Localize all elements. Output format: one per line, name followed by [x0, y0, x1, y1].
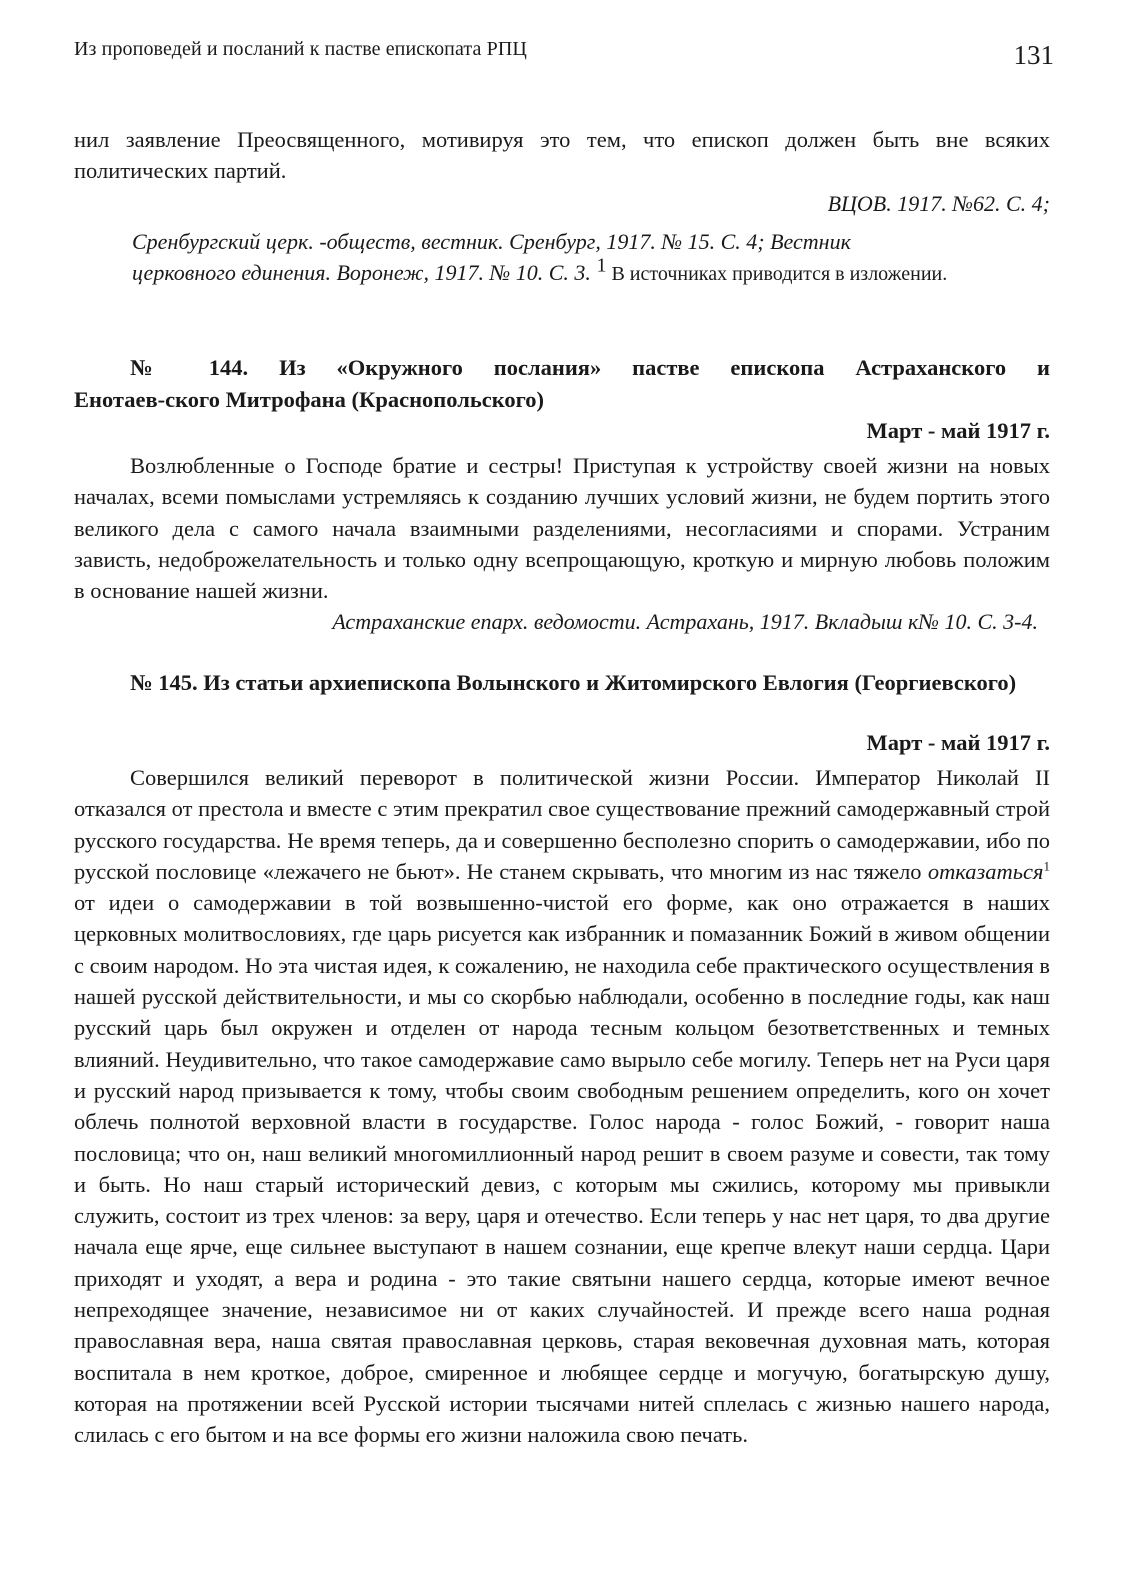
doc145-heading-block	[74, 667, 1050, 699]
doc144-heading	[74, 352, 1050, 415]
intro-paragraph: нил заявление Преосвященного, мотивируя это тем, что епископ должен быть вне всяких политических партий.	[74, 127, 1050, 184]
doc145-date-block	[74, 730, 1050, 756]
doc145-date: Март - май 1917 г.	[866, 730, 1050, 755]
doc144-heading-line2: Енотаев-ского Митрофана (Краснопольского)	[74, 386, 545, 412]
intro-source	[74, 188, 1050, 219]
intro-block	[74, 124, 1050, 187]
page-number: 131	[1013, 40, 1054, 70]
doc144-body: Возлюбленные о Господе братие и сестры! Приступая к устройству своей жизни на новых началах, всеми помыслами устремляясь к созданию лучших условий жизни, не будем портить этого великого дела с самого начала взаимными разделениями, несогласиями и спорами. Устраним зависть, недоброжелательность и только одну всепрощающую, кроткую и мирную любовь положим в основание нашей жизни.	[74, 453, 1050, 604]
intro-source-continued	[132, 226, 972, 290]
doc144-date: Март - май 1917 г.	[866, 418, 1050, 443]
footnote-text: В источниках приводится в изложении.	[606, 263, 948, 285]
doc145-body-italic: отказаться	[927, 858, 1044, 884]
doc145-footnote-mark: 1	[1043, 858, 1050, 874]
doc144-source: Астраханские епарх. ведомости. Астрахань, 1917. Вкладыш к№ 10. С. 3-4.	[332, 609, 1038, 634]
intro-source-line3	[132, 254, 972, 290]
doc144-date-block	[74, 418, 1050, 444]
footnote-mark: 1	[596, 254, 607, 277]
doc144-body-block	[74, 450, 1050, 606]
intro-source-line1: ВЦОВ. 1917. №62. С. 4;	[827, 191, 1050, 216]
doc145-heading: № 145. Из статьи архиепископа Волынского и Житомирского Евлогия (Георгиевского)	[130, 670, 1017, 695]
doc145-body-block	[74, 762, 1050, 1451]
doc144-heading-line1: № 144. Из «Окружного послания» пастве епископа Астраханского и	[130, 355, 1050, 380]
doc145-body	[74, 762, 1050, 1451]
intro-source-line2: Сренбургский церк. -обществ, вестник. Сренбург, 1917. № 15. С. 4; Вестник	[132, 229, 851, 254]
doc144-source-block	[74, 606, 1038, 637]
doc145-body-part1: Совершился великий переворот в политической жизни России. Император Николай II отказался от престола и вместе с этим прекратил свое существование прежний самодержавный строй русского государства. Не время теперь, да и совершенно бесполезно спорить о самодержавии, ибо по русской пословице «лежачего не бьют». Не станем скрывать, что многим из нас тяжело	[74, 765, 1050, 884]
intro-source-line3-italic: церковного единения. Воронеж, 1917. № 10. С. 3.	[132, 260, 591, 285]
doc145-body-part2: от идеи о самодержавии в той возвышенно-чистой его форме, как оно отражается в наших церковных молитвословиях, где царь рисуется как избранник и помазанник Божий в живом общении с своим народом. Но эта чистая идея, к сожалению, не находила себе практического осуществления в нашей русской действительности, и мы со скорбью наблюдали, особенно в последние годы, как наш русский царь был окружен и отделен от народа тесным кольцом безответственных и темных влияний. Неудивительно, что такое самодержавие само вырыло себе могилу. Теперь нет на Руси царя и русский народ призывается к тому, чтобы своим свободным решением определить, кого он хочет облечь полнотой верховной власти в государстве. Голос народа - голос Божий, - говорит наша пословица; что он, наш великий многомиллионный народ решит в своем разуме и совести, так тому и быть. Но наш старый исторический девиз, с которым мы сжились, которому мы привыкли служить, состоит из трех членов: за веру, царя и отечество. Если теперь у нас нет царя, то два другие начала еще ярче, еще сильнее выступают в нашем сознании, еще крепче влекут наши сердца. Цари приходят и уходят, а вера и родина - это такие святыни нашего сердца, которые имеют вечное непреходящее значение, независимое ни от каких случайностей. И прежде всего наша родная православная вера, наша святая православная церковь, старая вековечная духовная мать, которая воспитала в нем кроткое, доброе, смиренное и любящее сердце и могучую, богатырскую душу, которая на протяжении всей Русской истории тысячами нитей сплелась с жизнью нашего народа, слилась с его бытом и на все формы его жизни наложила свою печать.	[74, 890, 1050, 1448]
running-title: Из проповедей и посланий к пастве епископата РПЦ	[74, 38, 527, 60]
